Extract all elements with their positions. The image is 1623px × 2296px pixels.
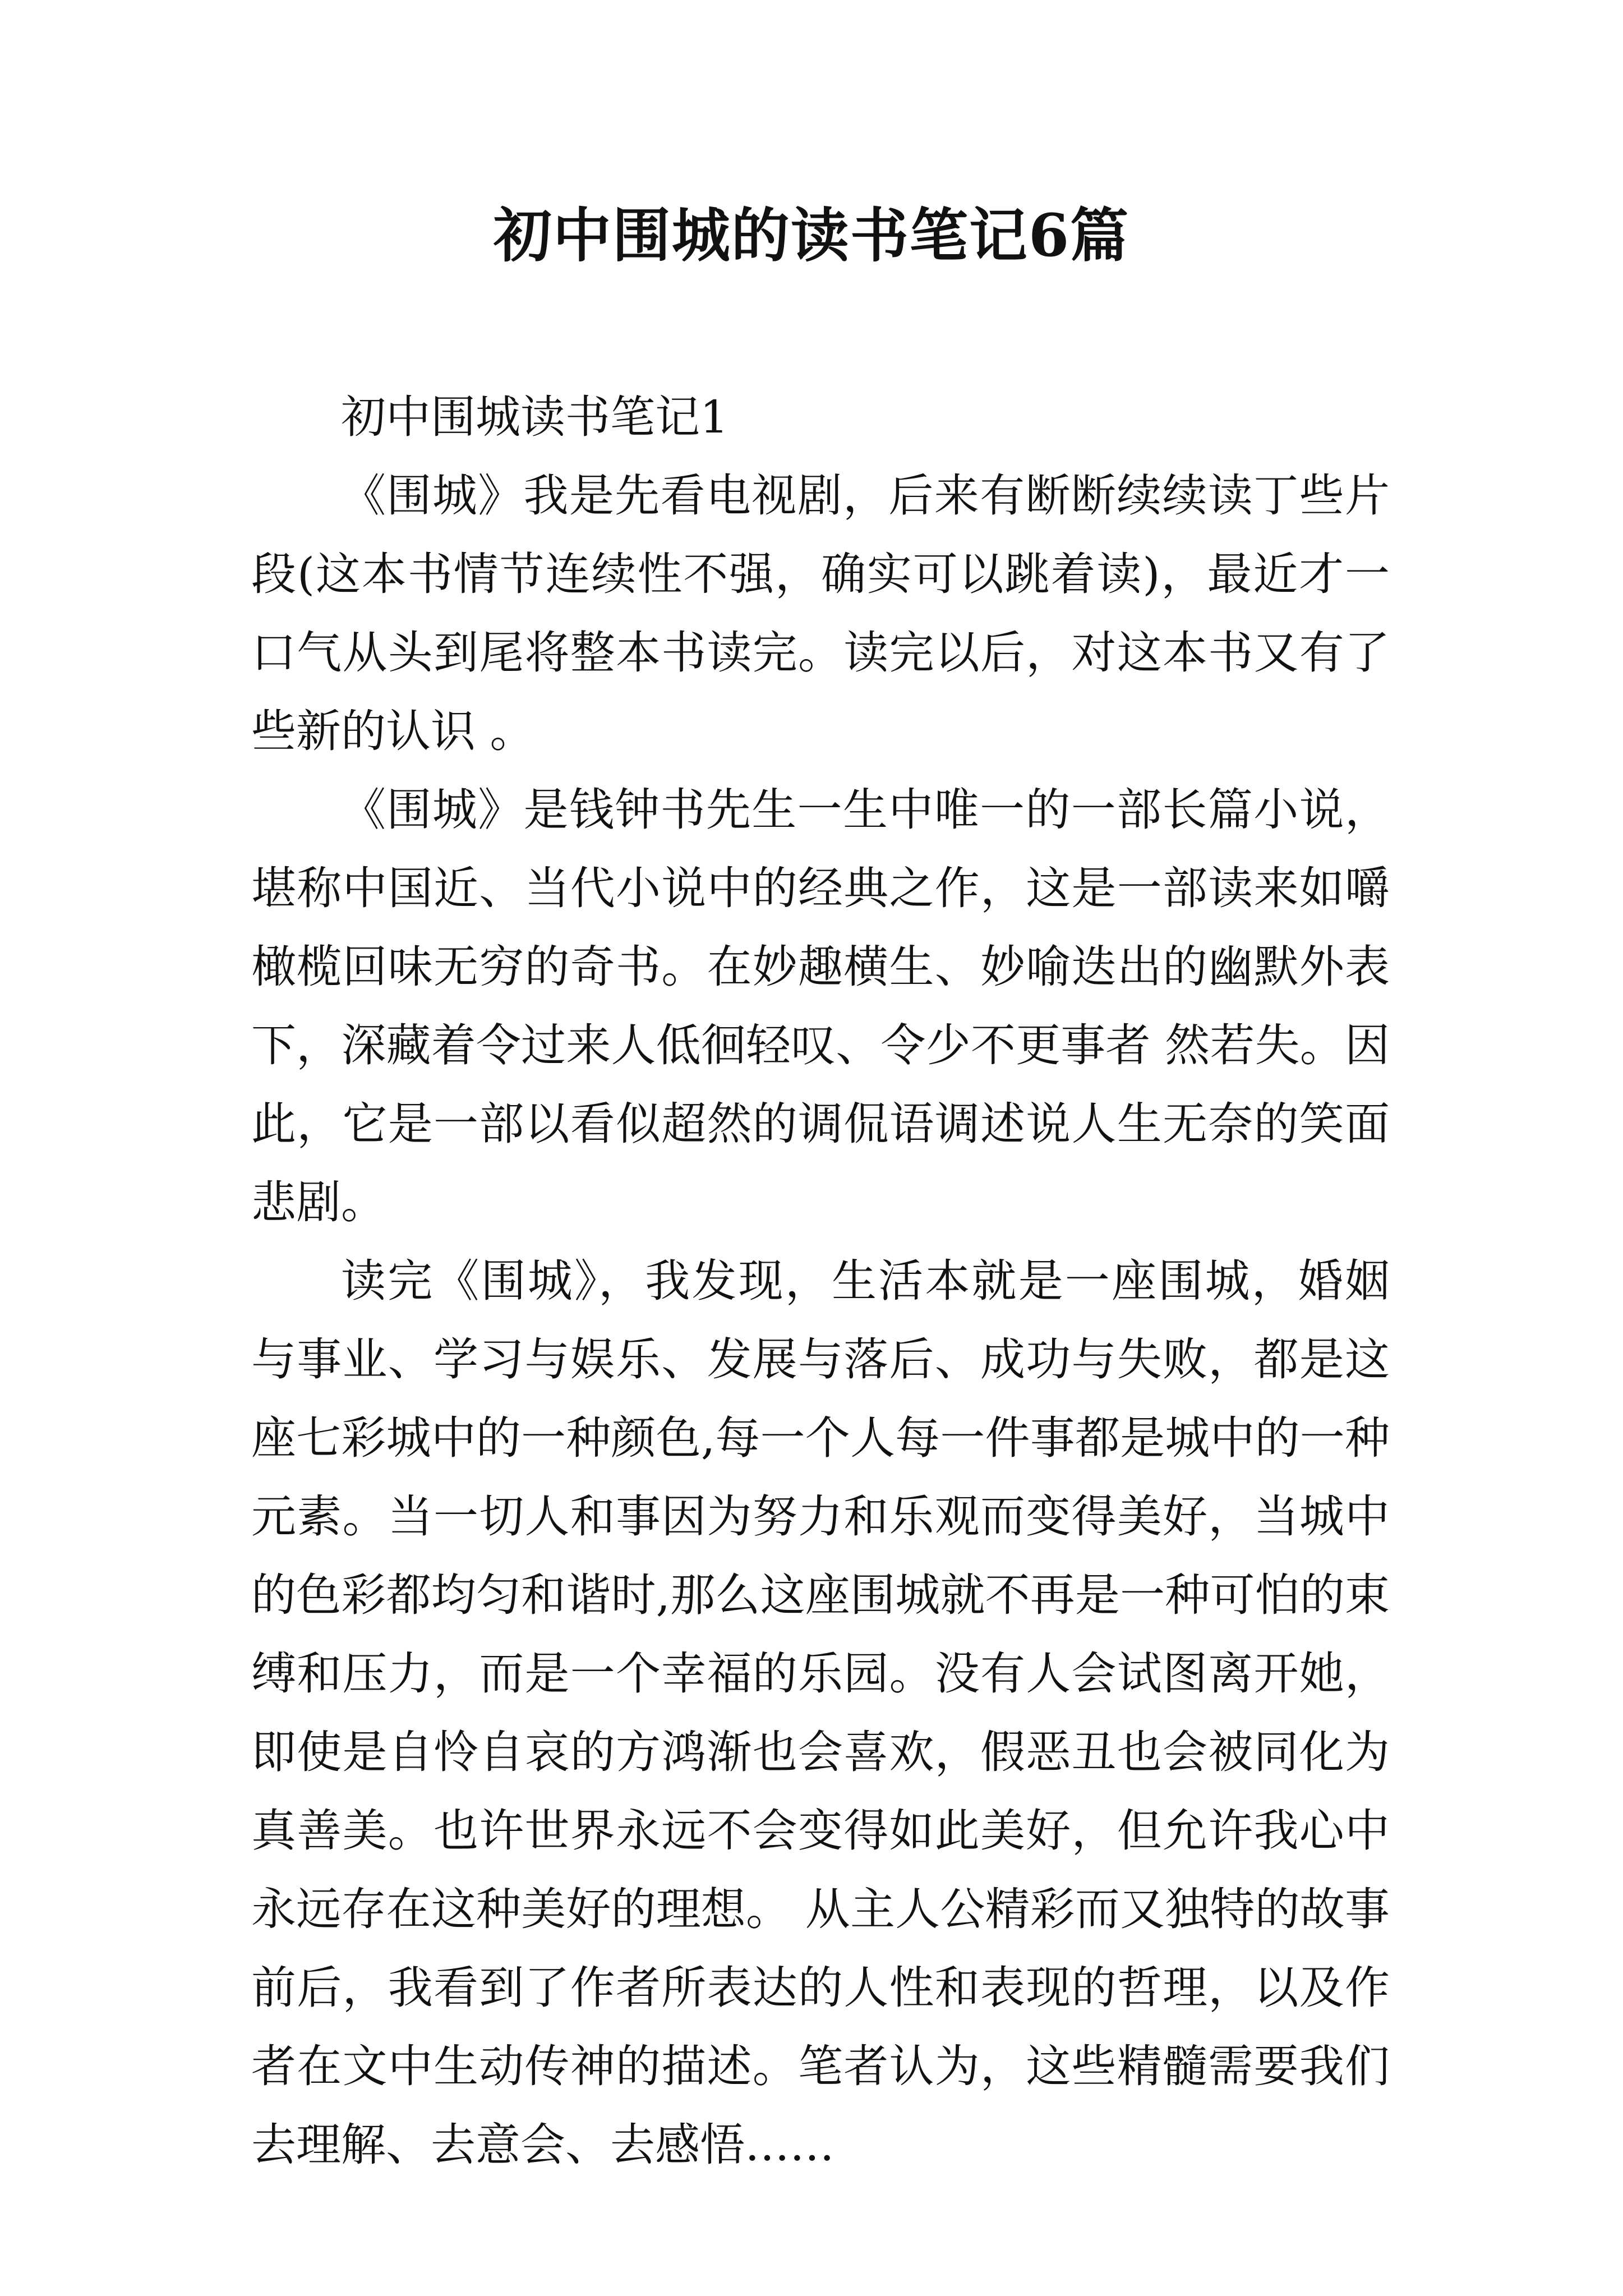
paragraph: 《围城》我是先看电视剧，后来有断断续续读丁些片段(这本书情节连续性不强，确实可以跳着读)，最近才一口气从头到尾将整本书读完。读完以后，对这本书又有了些新的认识 。 [251,470,1390,757]
paragraph: 《围城》是钱钟书先生一生中唯一的一部长篇小说，堪称中国近、当代小说中的经典之作，这是一部读来如嚼橄榄回味无穷的奇书。在妙趣横生、妙喻迭出的幽默外表下，深藏着令过来人低徊轻叹、令少不更事者 然若失。因此，它是一部以看似超然的调侃语调述说人生无奈的笑面悲剧。 [251,784,1390,1228]
document-title: 初中围城的读书笔记6篇 [493,201,1130,270]
section-heading: 初中围城读书笔记1 [341,391,728,443]
document-body [251,378,1390,2184]
paragraph: 读完《围城》，我发现，生活本就是一座围城，婚姻与事业、学习与娱乐、发展与落后、成功与失败，都是这座七彩城中的一种颜色,每一个人每一件事都是城中的一种元素。当一切人和事因为努力和乐观而变得美好，当城中的色彩都均匀和谐时,那么这座围城就不再是一种可怕的束缚和压力，而是一个幸福的乐园。没有人会试图离开她，即使是自怜自哀的方鸿渐也会喜欢，假恶丑也会被同化为真善美。也许世界永远不会变得如此美好，但允许我心中永远存在这种美好的理想。 从主人公精彩而又独特的故事前后，我看到了作者所表达的人性和表现的哲理，以及作者在文中生动传神的描述。笔者认为，这些精髓需要我们去理解、去意会、去感悟…… [251,1255,1390,2171]
